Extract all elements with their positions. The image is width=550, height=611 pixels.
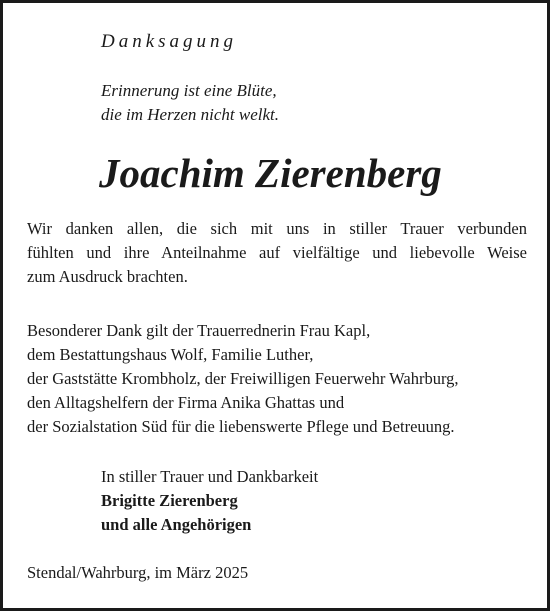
thanks-paragraph xyxy=(27,217,527,289)
special-thanks-paragraph xyxy=(27,319,527,439)
paragraph-line: Wir danken allen, die sich mit uns in stiller Trauer verbunden xyxy=(27,219,527,238)
signoff-block xyxy=(101,465,318,537)
deceased-name: Joachim Zierenberg xyxy=(99,150,442,196)
paragraph-line: der Gaststätte Krombholz, der Freiwilligen Feuerwehr Wahrburg, xyxy=(27,369,459,388)
signoff-intro: In stiller Trauer und Dankbarkeit xyxy=(101,467,319,486)
paragraph-line: Besonderer Dank gilt der Trauerrednerin Frau Kapl, xyxy=(27,321,371,340)
place-date: Stendal/Wahrburg, im März 2025 xyxy=(27,563,249,582)
memorial-quote xyxy=(101,79,279,127)
paragraph-line: zum Ausdruck brachten. xyxy=(27,267,188,286)
signer-name: Brigitte Zierenberg xyxy=(101,491,238,510)
notice-heading: Danksagung xyxy=(101,31,238,52)
quote-line: die im Herzen nicht welkt. xyxy=(101,105,279,124)
family-line: und alle Angehörigen xyxy=(101,515,252,534)
paragraph-line: dem Bestattungshaus Wolf, Familie Luther, xyxy=(27,345,314,364)
paragraph-line: der Sozialstation Süd für die liebenswerte Pflege und Betreuung. xyxy=(27,417,455,436)
quote-line: Erinnerung ist eine Blüte, xyxy=(101,81,277,100)
paragraph-line: fühlten und ihre Anteilnahme auf vielfältige und liebevolle Weise xyxy=(27,243,527,262)
paragraph-line: den Alltagshelfern der Firma Anika Ghattas und xyxy=(27,393,345,412)
